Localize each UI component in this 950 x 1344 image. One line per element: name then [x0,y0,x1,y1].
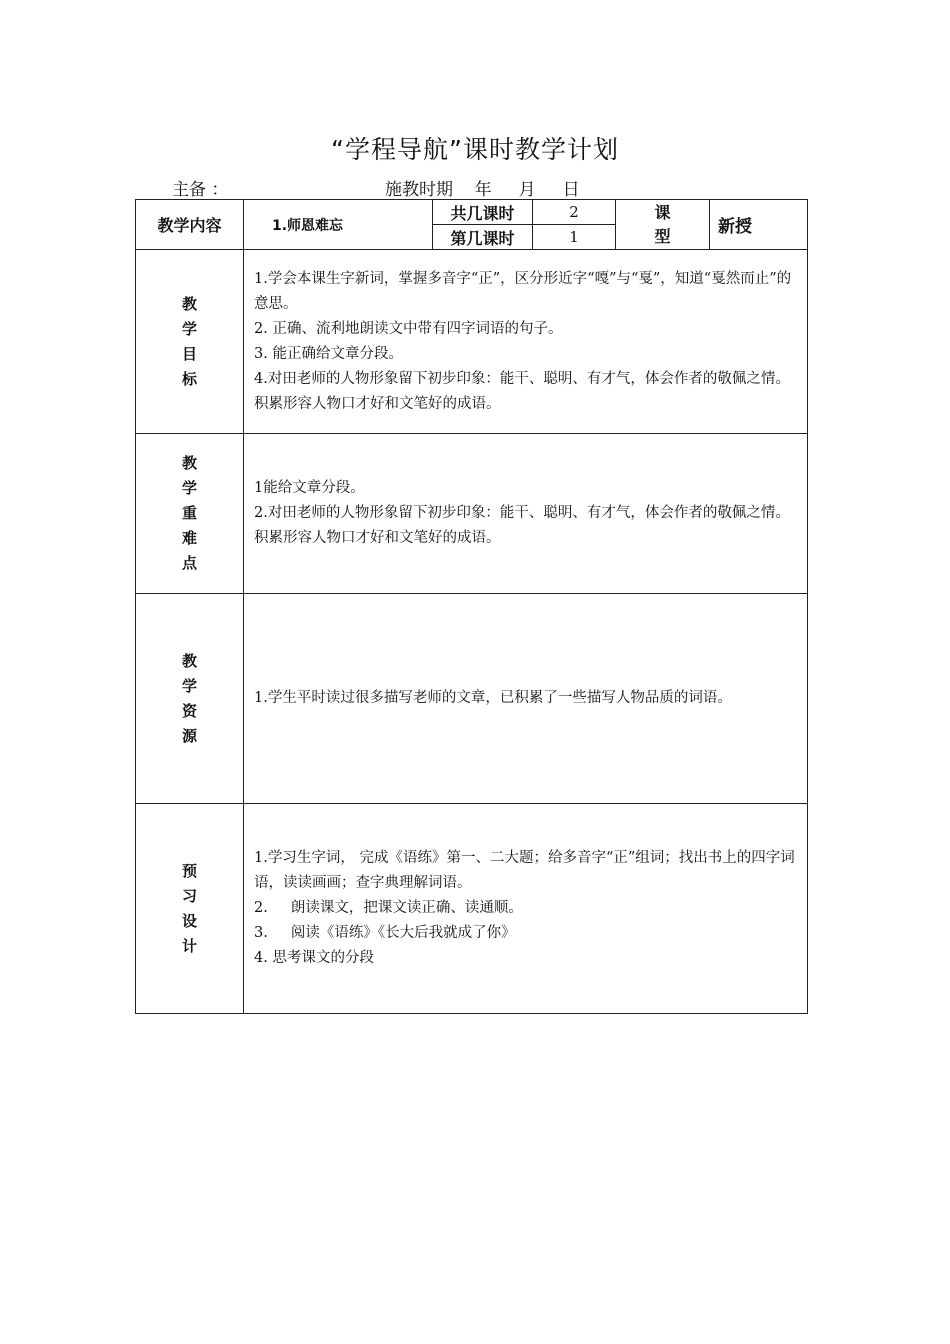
lesson-plan-table [135,199,808,1014]
preview-line-2: 2. 朗读课文，把课文读正确、读通顺。 [254,900,523,916]
lesson-title: 1.师恩难忘 [244,200,433,250]
lesson-type-char-2: 型 [654,226,671,246]
preview-content [244,804,808,1014]
preview-row [136,804,808,1014]
goal-line-1: 1.学会本课生字新词，掌握多音字“正”，区分形近字“嘎”与“戛”，知道“戛然而止”的意思。 [254,270,792,312]
keypoints-content [244,434,808,594]
keypoints-label: 教 学 重 难 点 [136,434,244,594]
goals-label: 教 学 目 标 [136,250,244,434]
preview-label: 预 习 设 计 [136,804,244,1014]
goal-line-4: 4.对田老师的人物形象留下初步印象：能干、聪明、有才气，体会作者的敬佩之情。积累形容人物口才好和文笔好的成语。 [254,370,790,412]
keypoints-row [136,434,808,594]
resource-line-1: 1.学生平时读过很多描写老师的文章，已积累了一些描写人物品质的词语。 [254,690,732,706]
total-periods-value: 2 [533,200,616,225]
resources-label: 教 学 资 源 [136,594,244,804]
preview-line-3: 3. 阅读《语练》《长大后我就成了你》 [254,925,516,941]
lesson-type-label [616,200,710,250]
resources-row [136,594,808,804]
resources-content [244,594,808,804]
document-title: “学程导航”课时教学计划 [331,135,619,164]
header-row-1 [136,200,808,225]
leader-label: 主备 ： [172,180,229,200]
nth-period-value: 1 [533,225,616,250]
content-label: 教学内容 [136,200,244,250]
keypoint-line-2: 2.对田老师的人物形象留下初步印象：能干、聪明、有才气，体会作者的敬佩之情。积累形容人物口才好和文笔好的成语。 [254,505,790,546]
goal-line-3: 3. 能正确给文章分段。 [254,345,403,362]
goal-line-2: 2. 正确、流利地朗读文中带有四字词语的句子。 [254,320,563,337]
goals-content [244,250,808,434]
preview-line-4: 4. 思考课文的分段 [254,950,374,966]
lesson-type-value: 新授 [710,200,808,250]
date-label: 施教时期 年 月 日 [385,180,580,200]
keypoint-line-1: 1能给文章分段。 [254,480,365,496]
preview-line-1: 1.学习生字词， 完成《语练》第一、二大题；给多音字“正”组词；找出书上的四字词语，读读画画；查字典理解词语。 [254,850,795,891]
lesson-type-char-1: 课 [654,202,671,222]
nth-period-label: 第几课时 [433,225,533,250]
total-periods-label: 共几课时 [433,200,533,225]
goals-row [136,250,808,434]
